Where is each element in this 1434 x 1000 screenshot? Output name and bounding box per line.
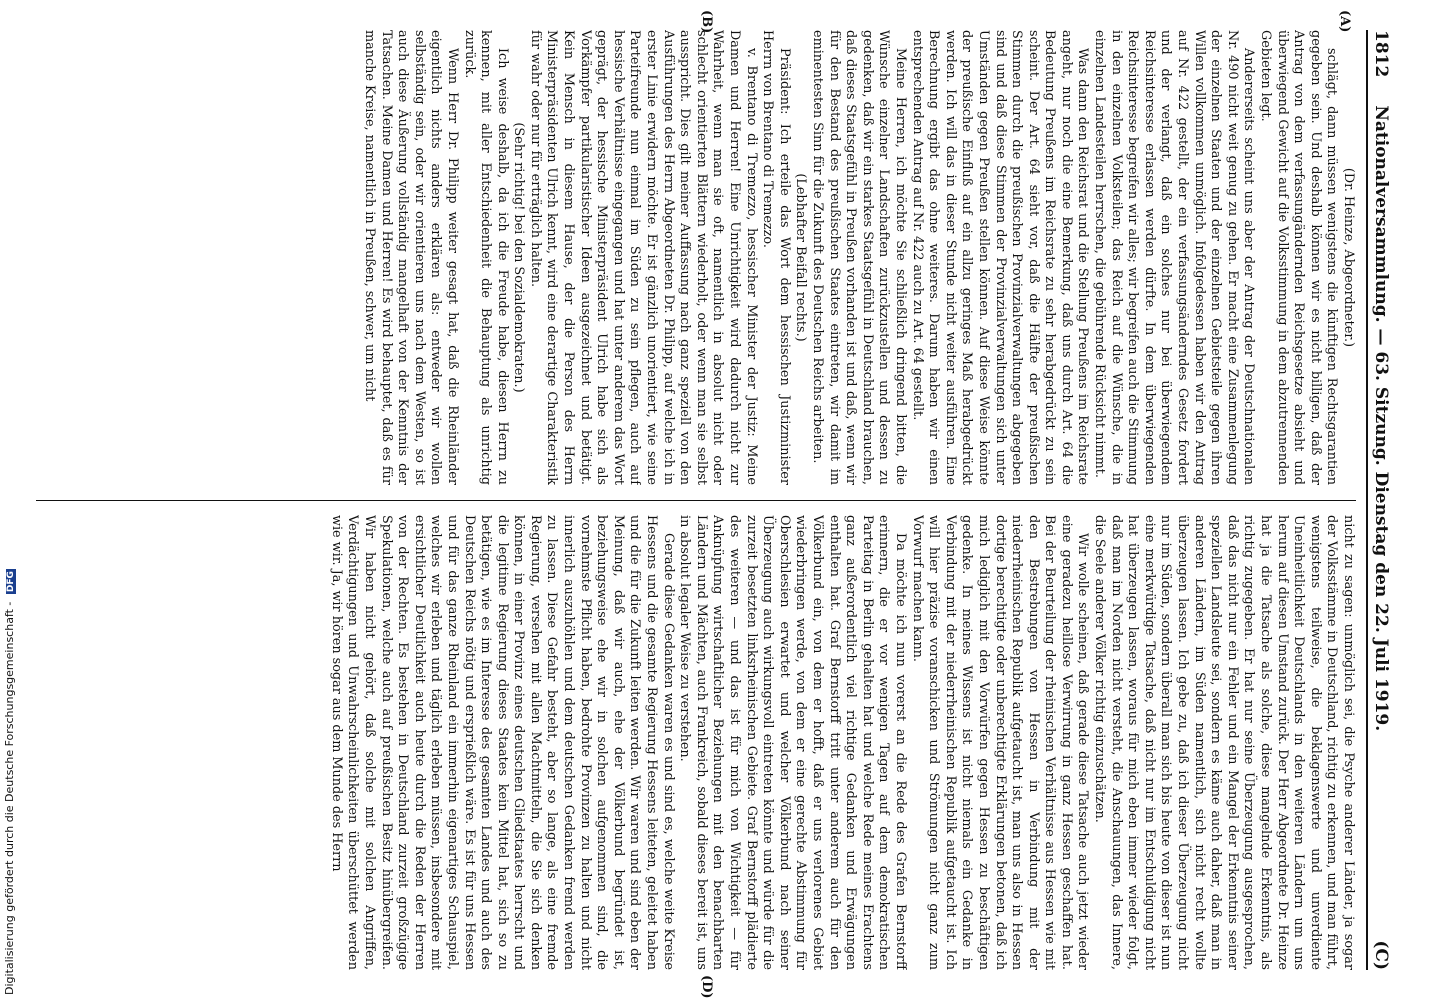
running-title: Nationalversammlung. — 63. Sitzung. Dienstag den 22. Juli 1919. [1371,105,1391,732]
rotated-page [14,0,1414,1000]
margin-marker-d: (D) [699,975,714,999]
digitization-footer [1,571,23,1000]
column-divider [36,500,1356,501]
president-statement: Präsident: Ich erteile das Wort dem hessischen Justizminister Herrn von Brentano di Tremezzo. [760,30,792,485]
right-column [26,515,1356,970]
paragraph: Meine Herren, ich möchte Sie schließlich dringend bitten, die Wünsche einzelner Landschaften zurückzustellen und dessen zu gedenken, daß wir ein starkes Staatsgefühl in Deutschland brauchen, daß dieses Staatsgefühl in Preußen vorhanden ist und daß, wenn wir für den Bestand des preußischen Staates eintreten, wir damit im eminentesten Sinn für die Zukunft des Deutschen Reichs arbeiten. [810,30,908,485]
left-column [26,30,1356,485]
paragraph: Andererseits scheint uns aber der Antrag der Deutschnationalen Nr. 490 nicht weit genug zu gehen. Er macht eine Zusammenlegung der einzelnen Staaten und der einzelnen Gebietsteile gegen ihren Willen vollkommen unmöglich. Infolgedessen haben wir den Antrag auf Nr. 422 gestellt, der ein verfassungsänderndes Gesetz fordert und der verlangt, daß ein solches nur bei überwiegendem Reichsinteresse erlassen werden dürfte. In dem überwiegenden Reichsinteresse begreifen wir alles; wir begreifen auch die Stimmung in den einzelnen Volksteilen; das Reich auf die Wünsche, die in einzelnen Landesteilen herrschen, die gebührende Rücksicht nimmt. [1092,30,1257,485]
footer-text-wrap [3,571,21,995]
dfg-logo: DFG [6,571,16,593]
paragraph: nicht zu sagen: unmöglich sei, die Psyche anderer Länder, ja sogar der Volksstämme in Deutschland, richtig zu erkennen, und man führt, wenigstens teilweise, die beklagenswerte und unverdiente Uneinheitlichkeit Deutschlands in den weiteren Ländern um uns herum auf diesen Umstand zurück. Der Herr Abgeordnete Dr. Heinze hat ja die Tatsache als solche, diese mangelnde Erkenntnis, als richtig zugegeben. Er hat nur seine Überzeugung ausgesprochen, daß das nicht nur ein Fehler und ein Mangel der Erkenntnis seiner speziellen Landsleute sei, sondern es käme auch daher, daß man in anderen Ländern, im Süden namentlich, sich nicht recht wollte überzeugen lassen. Ich gebe zu, daß ich dieser Überzeugung nicht nur im Süden, sondern überall man sich bis heute von dieser ist nun eine merkwürdige Tatsache, daß nicht nur im Entschuldigung nicht hat überzeugen lassen, woraus für mich eben immer wieder folgt, daß man im Norden nicht versteht, die Anschauungen, das Innere, die Seele anderer Völker richtig einzuschätzen. [1092,515,1356,970]
footer-credit: Digitalisierung gefördert durch die Deutsche Forschungsgemeinschaft - [3,601,16,995]
paragraph: Wir wolle scheinen, daß gerade diese Tatsache auch jetzt wieder eine geradezu heillose Verwirrung in ganz Hessen geschaffen hat. Bei der Beurteilung der rheinischen Verhältnisse aus Hessen wie mit den Bestrebungen von Hessen in Verbindung mit der niederrheinischen Republik aufgetaucht ist, man uns also in Hessen dortige berechtigte oder unberechtigte Erklärungen betonen, daß ich mich lediglich mit den Vorwürfen gegen Hessen zu beschäftigen gedenke. In meines Wissens ist nicht niemals ein Gedanke in Verbindung mit der niederrheinischen Republik aufgetaucht ist. Ich will hier präzise voranschicken und Strömungen nicht ganz zum Vorwurf machen kann. [909,515,1091,970]
interjection-note: (Sehr richtig! bei den Sozialdemokraten.) [511,122,527,393]
margin-marker-a: (A) [1337,10,1352,33]
page-header [1366,30,1394,970]
paragraph: v. Brentano di Tremezzo, hessischer Minister der Justiz: Meine Damen und Herren! Eine Unrichtigkeit wird dadurch nicht zur Wahrheit, wenn man sie oft, namentlich in absolut nicht oder schlecht orientierten Blättern wiederholt, oder wenn man sie selbst ausspricht. Dies gilt meiner Auffassung nach ganz speziell von den Ausführungen des Herrn Abgeordneten Dr. Philipp, auf welche ich in erster Linie erwidern möchte. Er ist gänzlich unorientiert, wie seine Parteifreunde nun einmal im Süden zu sein pflegen, auch auf hessische Verhältnisse eingegangen und hat unter anderem das Wort geprägt, der hessische Ministerpräsident Ulrich habe sich als Vorkämpfer partikularistischer Ideen ausgezeichnet und betätigt. Kein Mensch in diesem Hause, der die Person des Herrn Ministerpräsidenten Ulrich kennt, wird eine derartige Charakteristik für wahr oder nur für erträglich halten. [527,30,759,485]
paragraph: Da möchte ich nun vorerst an die Rede des Grafen Bernstorff erinnern, die er vor wenigen Tagen auf dem demokratischen Parteitag in Berlin gehalten hat und welche Rede meines Erachtens ganz außerordentlich viel richtige Gedanken und Erwägungen enthalten hat. Graf Bernstorff tritt unter anderem auch für den Völkerbund ein, von dem er hofft, daß er uns verlorenes Gebiet wiederbringen werde, von dem er eine gerechte Abstimmung für Oberschlesien erwartet und welcher Völkerbund nach seiner Überzeugung auch wirkungsvoll eintreten könnte und würde für die zurzeit besetzten linksrheinischen Gebiete. Graf Bernstorff plädierte des weiteren — und das ist für mich von Wichtigkeit — für Anknüpfung wirtschaftlicher Beziehungen mit den benachbarten Ländern und Mächten, auch Frankreich, sobald dieses bereit ist, uns in absolut legaler Weise zu verstehen. [677,515,908,970]
page-number: 1812 [1371,30,1391,78]
paragraph: schlägt, dann müssen wenigstens die künftigen Rechtsgarantien gegeben sein. Und deshalb können wir es nicht billigen, daß der Antrag von dem verfassungändernden Reichsgesetze absieht und überwiegend Gewicht auf die Volksstimmung in dem abzutrennenden Gebieten legt. [1258,30,1340,485]
paragraph: Was dann den Reichsrat und die Stellung Preußens im Reichsrate angeht, nur noch die eine Bemerkung, daß uns durch Art. 64 die Bedeutung Preußens im Reichsrate zu sehr herabgedrückt zu sein scheint. Der Art. 64 sieht vor, daß die Hälfte der preußischen Stimmen durch die preußischen Provinzialverwaltungen abgegeben sind und daß diese Stimmen der Provinzialverwaltungen sich unter Umständen gegen Preußen stellen können. Auf diese Weise könnte der preußische Einfluß auf ein allzu geringes Maß herabgedrückt werden. Ich will das in dieser Stunde nicht weiter ausführen. Eine Berechnung ergibt das ohne weiteres. Darum haben wir einen entsprechenden Antrag auf Nr. 422 auch zu Art. 64 gestellt. [909,30,1091,485]
applause-note: (Lebhafter Beifall rechts.) [793,173,809,342]
paragraph: Gerade diese Gedanken waren es und sind es, welche weite Kreise Hessens und die gesamte Regierung Hessens leiteten, geleitet haben und die für die Zukunft leiten werden. Wir waren und sind eben der Meinung, daß wir auch, ehe der Völkerbund begründet ist, beziehungsweise ehe wir in solchen aufgenommen sind, die vornehmste Pflicht haben, bedrohte Provinzen zu halten und nicht innerlich auszuhöhlen und dem deutschen Gedanken fremd werden zu lassen. Diese Gefahr besteht, aber so lange, als eine fremde Regierung, versehen mit allen Machtmitteln, die Sie sich denken können, in einer Provinz eines deutschen Gliedstaates herrscht und die legitime Regierung dieses Staates kein Mittel hat, sich so zu betätigen, wie es im Interesse des gesamten Landes und auch des Deutschen Reichs nötig und ersprießlich wäre. Es ist für uns Hessen und für das ganze Rheinland ein immerhin eigenartiges Schauspiel, welches wir erleben und täglich erleben müssen, insbesondere mit ersichtlicher Deutlichkeit auch heute durch die Reden der Herren von der Rechten. Es bestehen in Deutschland zurzeit großzügige Spekulationen, welche auch auf preußischen Besitz hinübergreifen. Wir haben nicht gehört, daß solche mit solchen Angriffen, Verdächtigungen und Unwahrscheinlichkeiten überschüttet werden wie wir. Ja, wir hören sogar aus dem Munde des Herrn [328,515,676,970]
margin-marker-b: (B) [699,10,714,34]
paragraph: Wenn Herr Dr. Philipp weiter gesagt hat, daß die Rheinländer eigentlich nichts anders erklären als: entweder wir wollen selbständig sein, oder wir orientieren uns nach dem Westen, so ist auch diese Äußerung vollständig mangelhaft von der Kenntnis der Tatsachen. Meine Damen und Herren! Es wird behauptet, daß es für manche Kreise, namentlich in Preußen, schwer, um nicht [361,30,460,485]
header-marker-c: (C) [1371,940,1391,970]
speaker-line: (Dr. Heinze, Abgeordneter.) [1341,167,1356,348]
paragraph: Ich weise deshalb, da ich die Freude habe, diesen Herrn zu kennen, mit aller Entschiedenheit die Behauptung als unrichtig zurück. [461,30,510,485]
